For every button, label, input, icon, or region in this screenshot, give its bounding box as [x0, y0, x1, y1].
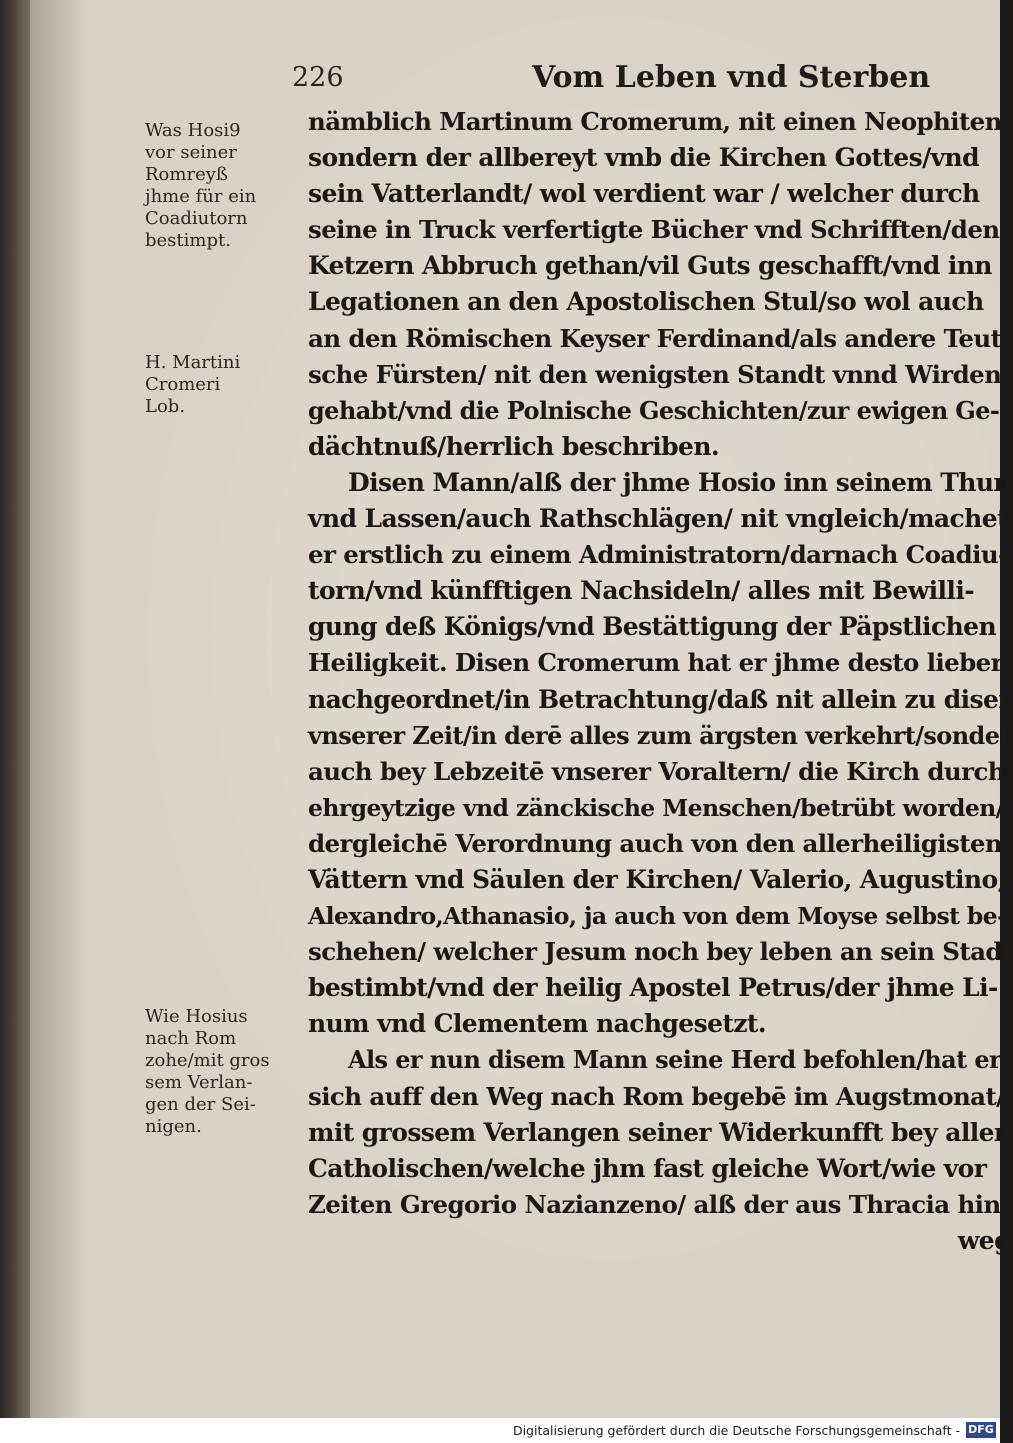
text-line: Vättern vnd Säulen der Kirchen/ Valerio, Augustino, — [308, 864, 1006, 894]
catchword: weg — [957, 1225, 1011, 1255]
body-text — [308, 104, 1013, 1259]
page-number: 226 — [292, 62, 344, 93]
margin-note-line: sem Verlan- — [145, 1072, 253, 1093]
text-line: Zeiten Gregorio Nazianzeno/ alß der aus Thracia hin- — [308, 1189, 1011, 1219]
text-line: torn/vnd künfftigen Nachsideln/ alles mit Bewilli- — [308, 576, 974, 606]
text-line: Heiligkeit. Disen Cromerum hat er jhme desto lieber — [308, 648, 1003, 678]
margin-note-line: H. Martini — [145, 352, 241, 373]
margin-note-line: Romreyß — [145, 164, 228, 185]
book-page — [30, 0, 1013, 1418]
margin-note-line: bestimpt. — [145, 230, 231, 251]
margin-note-line: gen der Sei- — [145, 1094, 256, 1115]
text-line: an den Römischen Keyser Ferdinand/als andere Teut- — [308, 323, 1011, 353]
text-line: er erstlich zu einem Administratorn/darnach Coadiu- — [308, 540, 1008, 570]
margin-note-cromeri — [145, 352, 295, 418]
text-line: dergleichē Verordnung auch von den allerheiligisten — [308, 828, 1003, 858]
text-line: bestimbt/vnd der heilig Apostel Petrus/der jhme Li- — [308, 973, 998, 1003]
text-line: sich auff den Weg nach Rom begebē im Augstmonat/ — [308, 1081, 1005, 1111]
margin-note-line: Wie Hosius — [145, 1006, 248, 1027]
dfg-logo-icon: DFG — [966, 1422, 996, 1438]
text-line: gung deß Königs/vnd Bestättigung der Päpstlichen — [308, 612, 997, 642]
text-line: schehen/ welcher Jesum noch bey leben an sein Stadt — [308, 937, 1013, 967]
text-line: ehrgeytzige vnd zänckische Menschen/betrübt worden/ — [308, 793, 1004, 822]
text-line: Disen Mann/alß der jhme Hosio inn seinem Thun — [348, 467, 1011, 497]
running-head — [270, 60, 931, 102]
text-line: vnd Lassen/auch Rathschlägen/ nit vngleich/machet — [308, 504, 1008, 534]
text-line: nachgeordnet/in Betrachtung/daß nit allein zu diser — [308, 684, 1011, 714]
margin-note-line: nigen. — [145, 1116, 202, 1137]
text-line: Legationen an den Apostolischen Stul/so wol auch — [308, 287, 984, 317]
text-line: Ketzern Abbruch gethan/vil Guts geschafft/vnd inn — [308, 251, 992, 281]
text-line: Alexandro,Athanasio, ja auch von dem Moyse selbst be- — [308, 902, 1007, 931]
margin-note-line: nach Rom — [145, 1028, 237, 1049]
text-line: auch bey Lebzeitē vnserer Voraltern/ die Kirch durch — [308, 756, 1005, 786]
margin-note-line: zohe/mit gros — [145, 1050, 270, 1071]
margin-note-line: vor seiner — [145, 142, 237, 163]
margin-note-line: jhme für ein — [145, 186, 257, 207]
margin-note-line: Cromeri — [145, 374, 221, 395]
margin-note-line: Was Hosi9 — [145, 120, 241, 141]
funding-credit: Digitalisierung gefördert durch die Deutsche Forschungsgemeinschaft - — [512, 1423, 960, 1438]
text-line: Als er nun disem Mann seine Herd befohlen/hat er — [348, 1045, 1002, 1075]
running-head-title: Vom Leben vnd Sterben — [532, 60, 931, 95]
footer-bar — [0, 1418, 1000, 1443]
text-line: mit grossem Verlangen seiner Widerkunfft bey allen — [308, 1117, 1012, 1147]
margin-note-line: Coadiutorn — [145, 208, 248, 229]
text-line: sein Vatterlandt/ wol verdient war / welcher durch — [308, 179, 980, 209]
text-line: nämblich Martinum Cromerum, nit einen Neophiten/ — [308, 107, 1011, 136]
text-line: sche Fürsten/ nit den wenigsten Standt vnnd Wirden — [308, 359, 1002, 389]
text-line: gehabt/vnd die Polnische Geschichten/zur ewigen Ge- — [308, 395, 1000, 425]
text-line: sondern der allbereyt vmb die Kirchen Gottes/vnd — [308, 143, 980, 173]
text-line: vnserer Zeit/in derē alles zum ärgsten verkehrt/sonder — [308, 720, 1012, 750]
text-line: dächtnuß/herrlich beschriben. — [308, 431, 720, 461]
text-line: num vnd Clementem nachgesetzt. — [308, 1009, 766, 1039]
text-line: Catholischen/welche jhm fast gleiche Wort/wie vor — [308, 1153, 987, 1183]
text-line: seine in Truck verfertigte Bücher vnd Schrifften/den — [308, 215, 1000, 245]
margin-note-rom — [145, 1006, 295, 1138]
margin-note-coadiutor — [145, 120, 295, 252]
margin-note-line: Lob. — [145, 396, 186, 417]
